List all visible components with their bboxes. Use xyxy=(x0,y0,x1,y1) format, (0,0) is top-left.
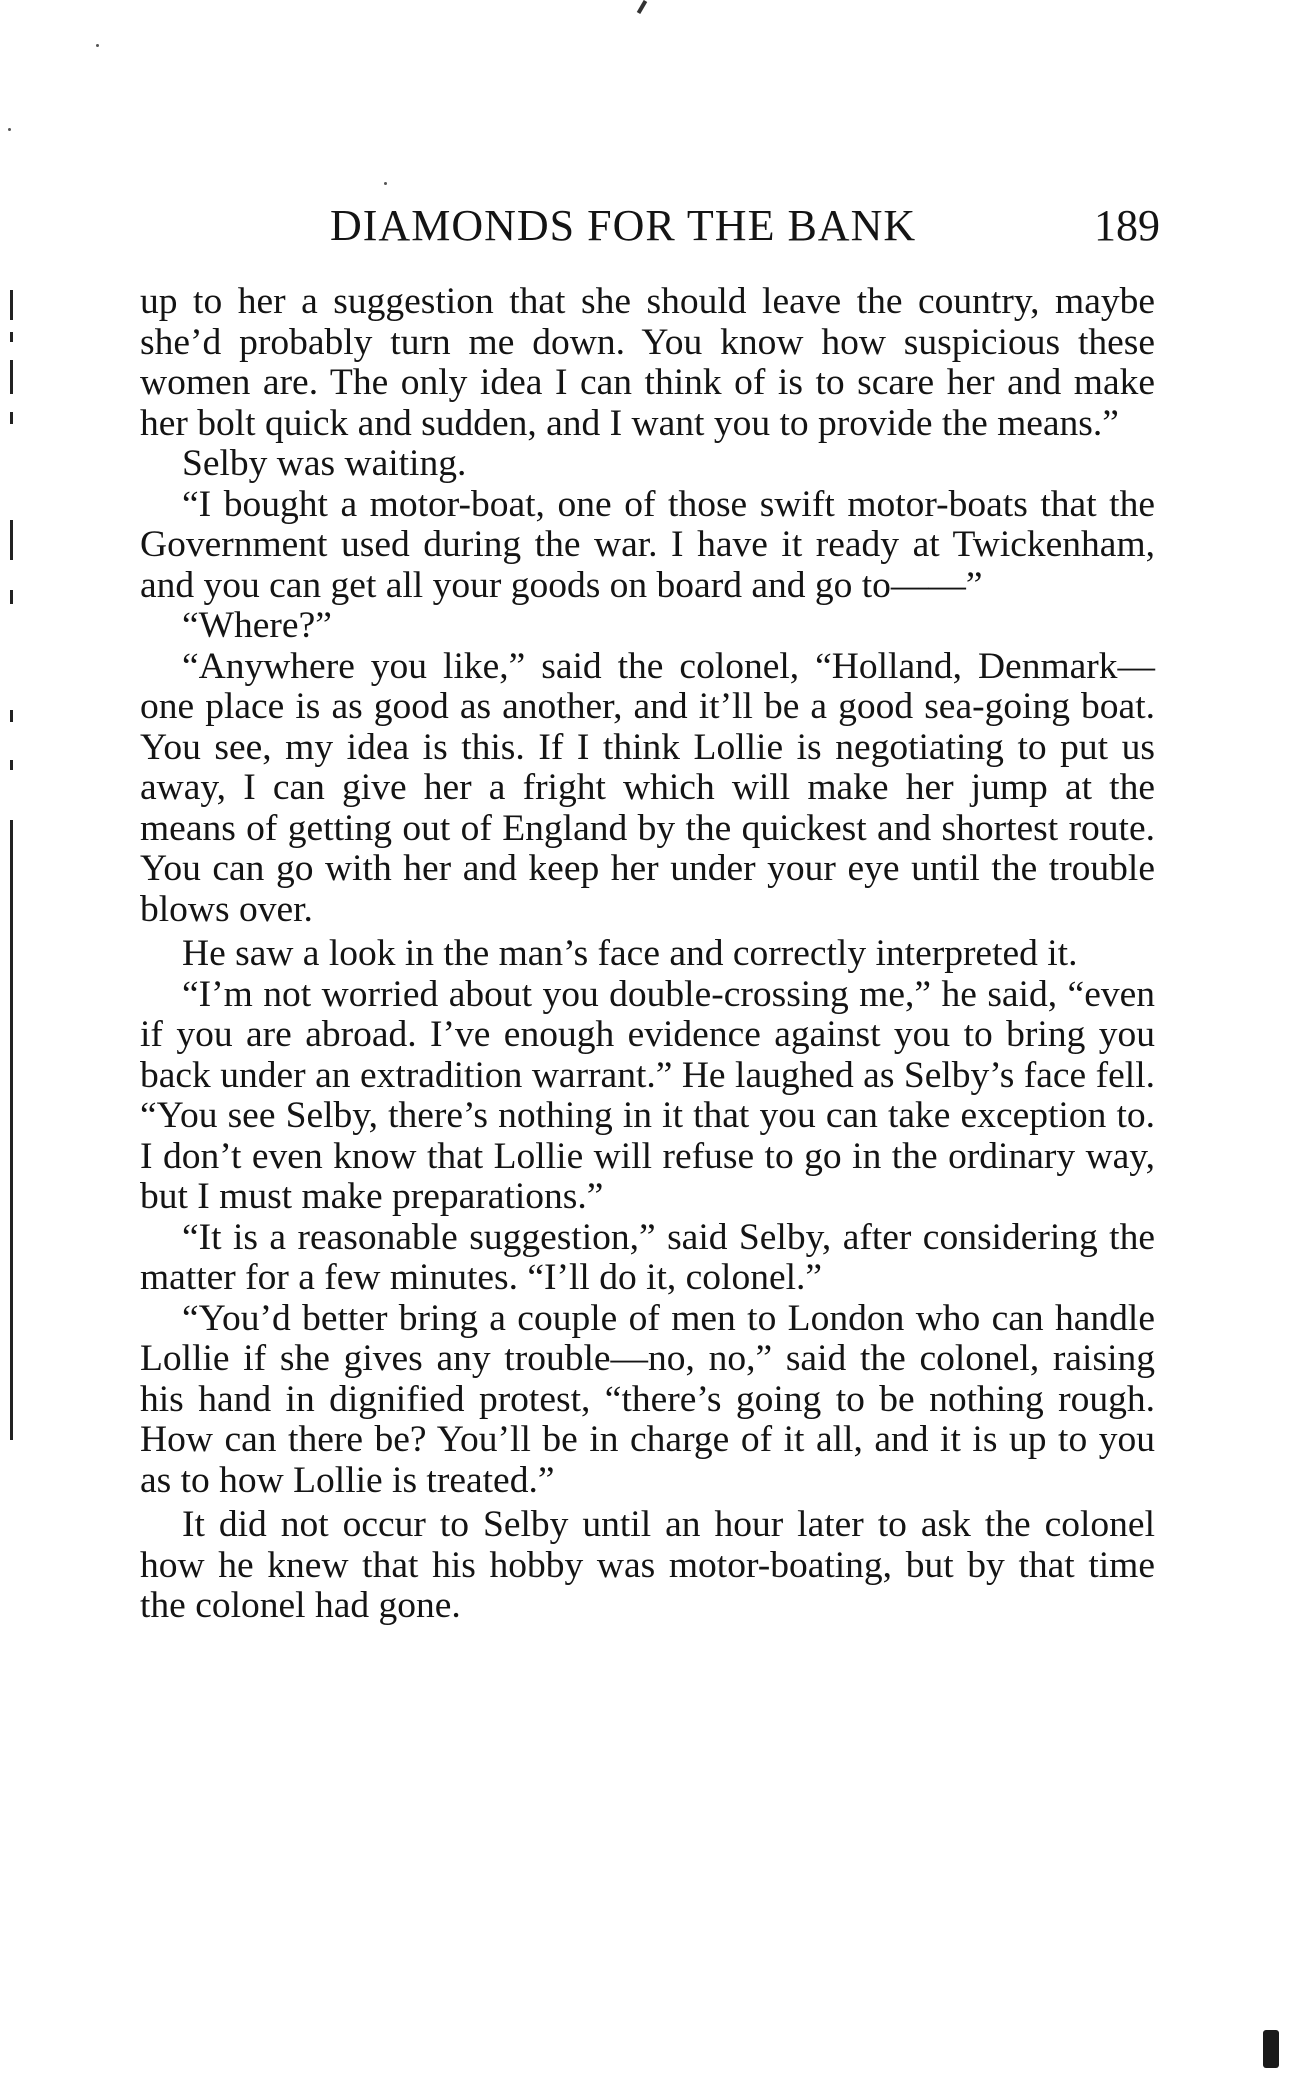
paragraph: “I’m not worried about you double-crossing me,” he said, “even if you are abroad. I’ve enough evidence against you to bring you back under an extradition warrant.” He laughed as Selby’s face fell. “You see Selby, there’s nothing in it that you can take exception to. I don’t even know that Lollie will refuse to go in the ordinary way, but I must make preparations.” xyxy=(140,973,1155,1217)
page-number: 189 xyxy=(1094,201,1160,250)
paragraph: “Anywhere you like,” said the colonel, “Holland, Denmark—one place is as good as another, and it’ll be a good sea-going boat. You see, my idea is this. If I think Lollie is negotiating to put us away, I can give her a fright which will make her jump at the means of getting out of England by the quickest and shortest route. You can go with her and keep her under your eye until the trouble blows over. xyxy=(140,645,1155,930)
paragraph: “You’d better bring a couple of men to London who can handle Lollie if she gives any trouble—no, no,” said the colonel, raising his hand in dignified protest, “there’s going to be nothing rough. How can there be? You’ll be in charge of it all, and it is up to you as to how Lollie is treated.” xyxy=(140,1297,1155,1501)
body-text xyxy=(140,282,1155,1627)
corner-ink-blot xyxy=(1263,2030,1279,2068)
running-header xyxy=(330,196,1160,256)
running-title: DIAMONDS FOR THE BANK xyxy=(330,201,917,250)
paragraph: “Where?” xyxy=(182,605,332,646)
paragraph: Selby was waiting. xyxy=(182,443,467,484)
paper-speck xyxy=(96,44,99,47)
paper-speck xyxy=(8,128,11,131)
binding-gutter-marks xyxy=(6,290,20,1450)
paragraph: “I bought a motor-boat, one of those swift motor-boats that the Government used during the war. I have it ready at Twickenham, and you can get all your goods on board and go to——” xyxy=(140,483,1155,606)
paragraph: up to her a suggestion that she should leave the country, maybe she’d probably turn me down. You know how suspicious these women are. The only idea I can think of is to scare her and make her bolt quick and sudden, and I want you to provide the means.” xyxy=(140,281,1155,444)
stray-ink-mark xyxy=(637,0,647,14)
paragraph: He saw a look in the man’s face and correctly interpreted it. xyxy=(182,933,1078,974)
paragraph: “It is a reasonable suggestion,” said Selby, after considering the matter for a few minutes. “I’ll do it, colonel.” xyxy=(140,1216,1155,1298)
paper-speck xyxy=(384,182,387,185)
paragraph: It did not occur to Selby until an hour later to ask the colonel how he knew that his hobby was motor-boating, but by that time the colonel had gone. xyxy=(140,1504,1155,1626)
